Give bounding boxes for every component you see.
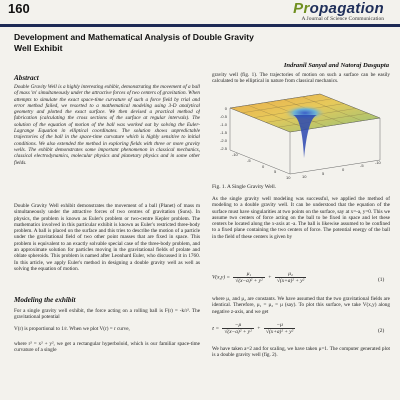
journal-logo-r: r	[303, 0, 310, 17]
abstract-text: Double Gravity Well is a highly interesting exhibit, demonstrating the movement of a ball of mass 'm' simultaneously under the attractive forces of two centers of gravitation. When attempts to simulate the exact space-time curvature of such a force field by trial and error method failed, we resorted to a mathematical modeling using 3-D analytical geometry and plotted the exact surface. We then devised a practical method of fabrication (calculating the cross sections of the surface at regular intervals). The solution of the equation of motion of the ball was worked out by solving the Euler-Lagrange Equation in elliptical coordinates. The solution shows unpredictable trajectories of the ball in the space-time curvature which is highly sensitive to initial conditions. We also extended the method in exploring fields with three or more gravity wells. The exhibit demonstrates some important phenomenon in classical mechanics, classical electrodynamics, molecular physics and planetary physics and in some other fields.	[14, 84, 200, 166]
article-authors: Indranil Sanyal and Natoraj Dasgupta	[283, 62, 389, 69]
right-body-text: As the single gravity well modeling was successful, we applied the method of modeling to a double gravity well. It can be understood that the equation of the surface must have singularities at two points on the surface, say at x=-a, y=0. This we assume two centers of force acting on the ball to be fixed in space and let these centers be located along the x-axis at -a. The ball is likewise assumed to be confined to a fixed plane containing the two centers of force. The potential energy of the ball in the field of these centers is given by	[212, 196, 390, 240]
eq1-den1: √(x−a)² + y²	[235, 278, 263, 284]
eq1-term2	[275, 271, 306, 284]
modeling-text: For a single gravity well exhibit, the force acting on a rolling ball is F(r) = -k/r². The gravitational potential	[14, 308, 200, 321]
journal-logo-p: P	[293, 0, 304, 17]
journal-logo-rest: opagation	[309, 0, 384, 17]
x-tick: -5	[247, 158, 251, 163]
page-number: 160	[8, 1, 30, 16]
z-tick: -2.5	[220, 146, 227, 151]
right-intro-text: gravity well (fig. 1). The trajectories of motion on such a surface can be easily calculated to be elliptical in nature from classical mechanics.	[212, 72, 390, 85]
abstract-heading: Abstract	[14, 74, 39, 82]
journal-tagline: A Journal of Science Communication	[301, 16, 384, 22]
eq2-lhs: z =	[212, 325, 220, 332]
page-header	[0, 0, 400, 22]
modeling-heading: Modeling the exhibit	[14, 296, 76, 304]
eq2-term1	[222, 322, 253, 335]
z-tick: -1.5	[220, 130, 227, 135]
x-tick: 5	[274, 169, 277, 174]
eq1-num1: μ₁	[233, 271, 264, 278]
figure-caption: Fig. 1. A Single Gravity Well.	[212, 184, 277, 190]
eq1-term1	[233, 271, 264, 284]
y-axis-ticks	[302, 160, 382, 179]
x-tick: 10	[286, 175, 291, 180]
header-rule	[0, 24, 400, 27]
intro-text: Double Gravity Well exhibit demonstrates the movement of a ball (Planet) of mass m simultaneously under the attractive forces of two centres of gravitation (Suns). In physics, the problem is known as Euler's problem or two-centre Kepler problem. The mathematics involved in this particular exhibit is known as Euler's restricted three-body problem. A ball is placed on the surface and this tries to describe the motion of a particle under the gravitational field of two other point masses that are fixed in space. This problem is equivalent to an exactly solvable special case of the three-body problem, and an approximate solution for particles moving in the gravitational fields of prolate and oblate spheroids. This problem is named after Leonhard Euler, who discussed it in 1760. In this article, we apply Euler's method in designing a double gravity well as well as solving the equation of motion.	[14, 203, 200, 272]
single-gravity-well-figure	[210, 88, 390, 180]
modeling-text-3: where r² = x² + y², we get a rectangular hyperboloid, which is our familiar space-time curvature of a single	[14, 341, 200, 354]
y-tick: 10	[302, 174, 307, 179]
eq1-den2: √(x+a)² + y²	[276, 278, 305, 284]
equation-1-number: (1)	[378, 277, 385, 283]
z-axis-ticks	[220, 106, 228, 151]
eq1-lhs: V(x,y) =	[212, 274, 231, 281]
x-axis-ticks	[232, 152, 291, 180]
y-tick: -5	[360, 163, 364, 168]
article-title: Development and Mathematical Analysis of Double Gravity Well Exhibit	[14, 32, 254, 53]
right-body-text-3: We have taken a=2 and for scaling, we have taken μ=1. The computer generated plot is a double gravity well (fig. 2).	[212, 346, 390, 359]
modeling-text-2: V(r) is proportional to 1/r. When we plot V(r) = r curve,	[14, 326, 130, 332]
y-tick: 0	[342, 167, 345, 172]
x-tick: -10	[232, 152, 238, 157]
equation-2	[212, 322, 297, 335]
x-tick: 0	[262, 164, 265, 169]
journal-logo	[293, 0, 384, 17]
eq1-num2: μ₂	[275, 271, 306, 278]
y-tick: 5	[322, 171, 325, 176]
equation-2-number: (2)	[378, 328, 385, 334]
eq2-num2: −μ	[264, 322, 295, 329]
eq2-den1: √(x−a)² + y²	[224, 329, 252, 335]
eq2-den2: √(x+a)² + y²	[266, 329, 294, 335]
y-tick: -10	[375, 160, 381, 165]
z-tick: -0.5	[220, 114, 227, 119]
z-tick: -1.0	[220, 122, 227, 127]
right-body-text-2: where μ₁ and μ₂ are constants. We have assumed that the two gravitational fields are identical. Therefore, μ₁ = μ₂ = μ (say). To plot this surface, we take V(x,y) along negative z-axis, and we get	[212, 296, 390, 315]
equation-1	[212, 271, 308, 284]
eq2-term2	[264, 322, 295, 335]
eq1-plus: +	[267, 274, 272, 281]
z-tick: 0	[224, 106, 227, 111]
eq2-plus: +	[257, 325, 261, 332]
eq2-num1: −μ	[222, 322, 253, 329]
z-tick: -2.0	[220, 138, 227, 143]
